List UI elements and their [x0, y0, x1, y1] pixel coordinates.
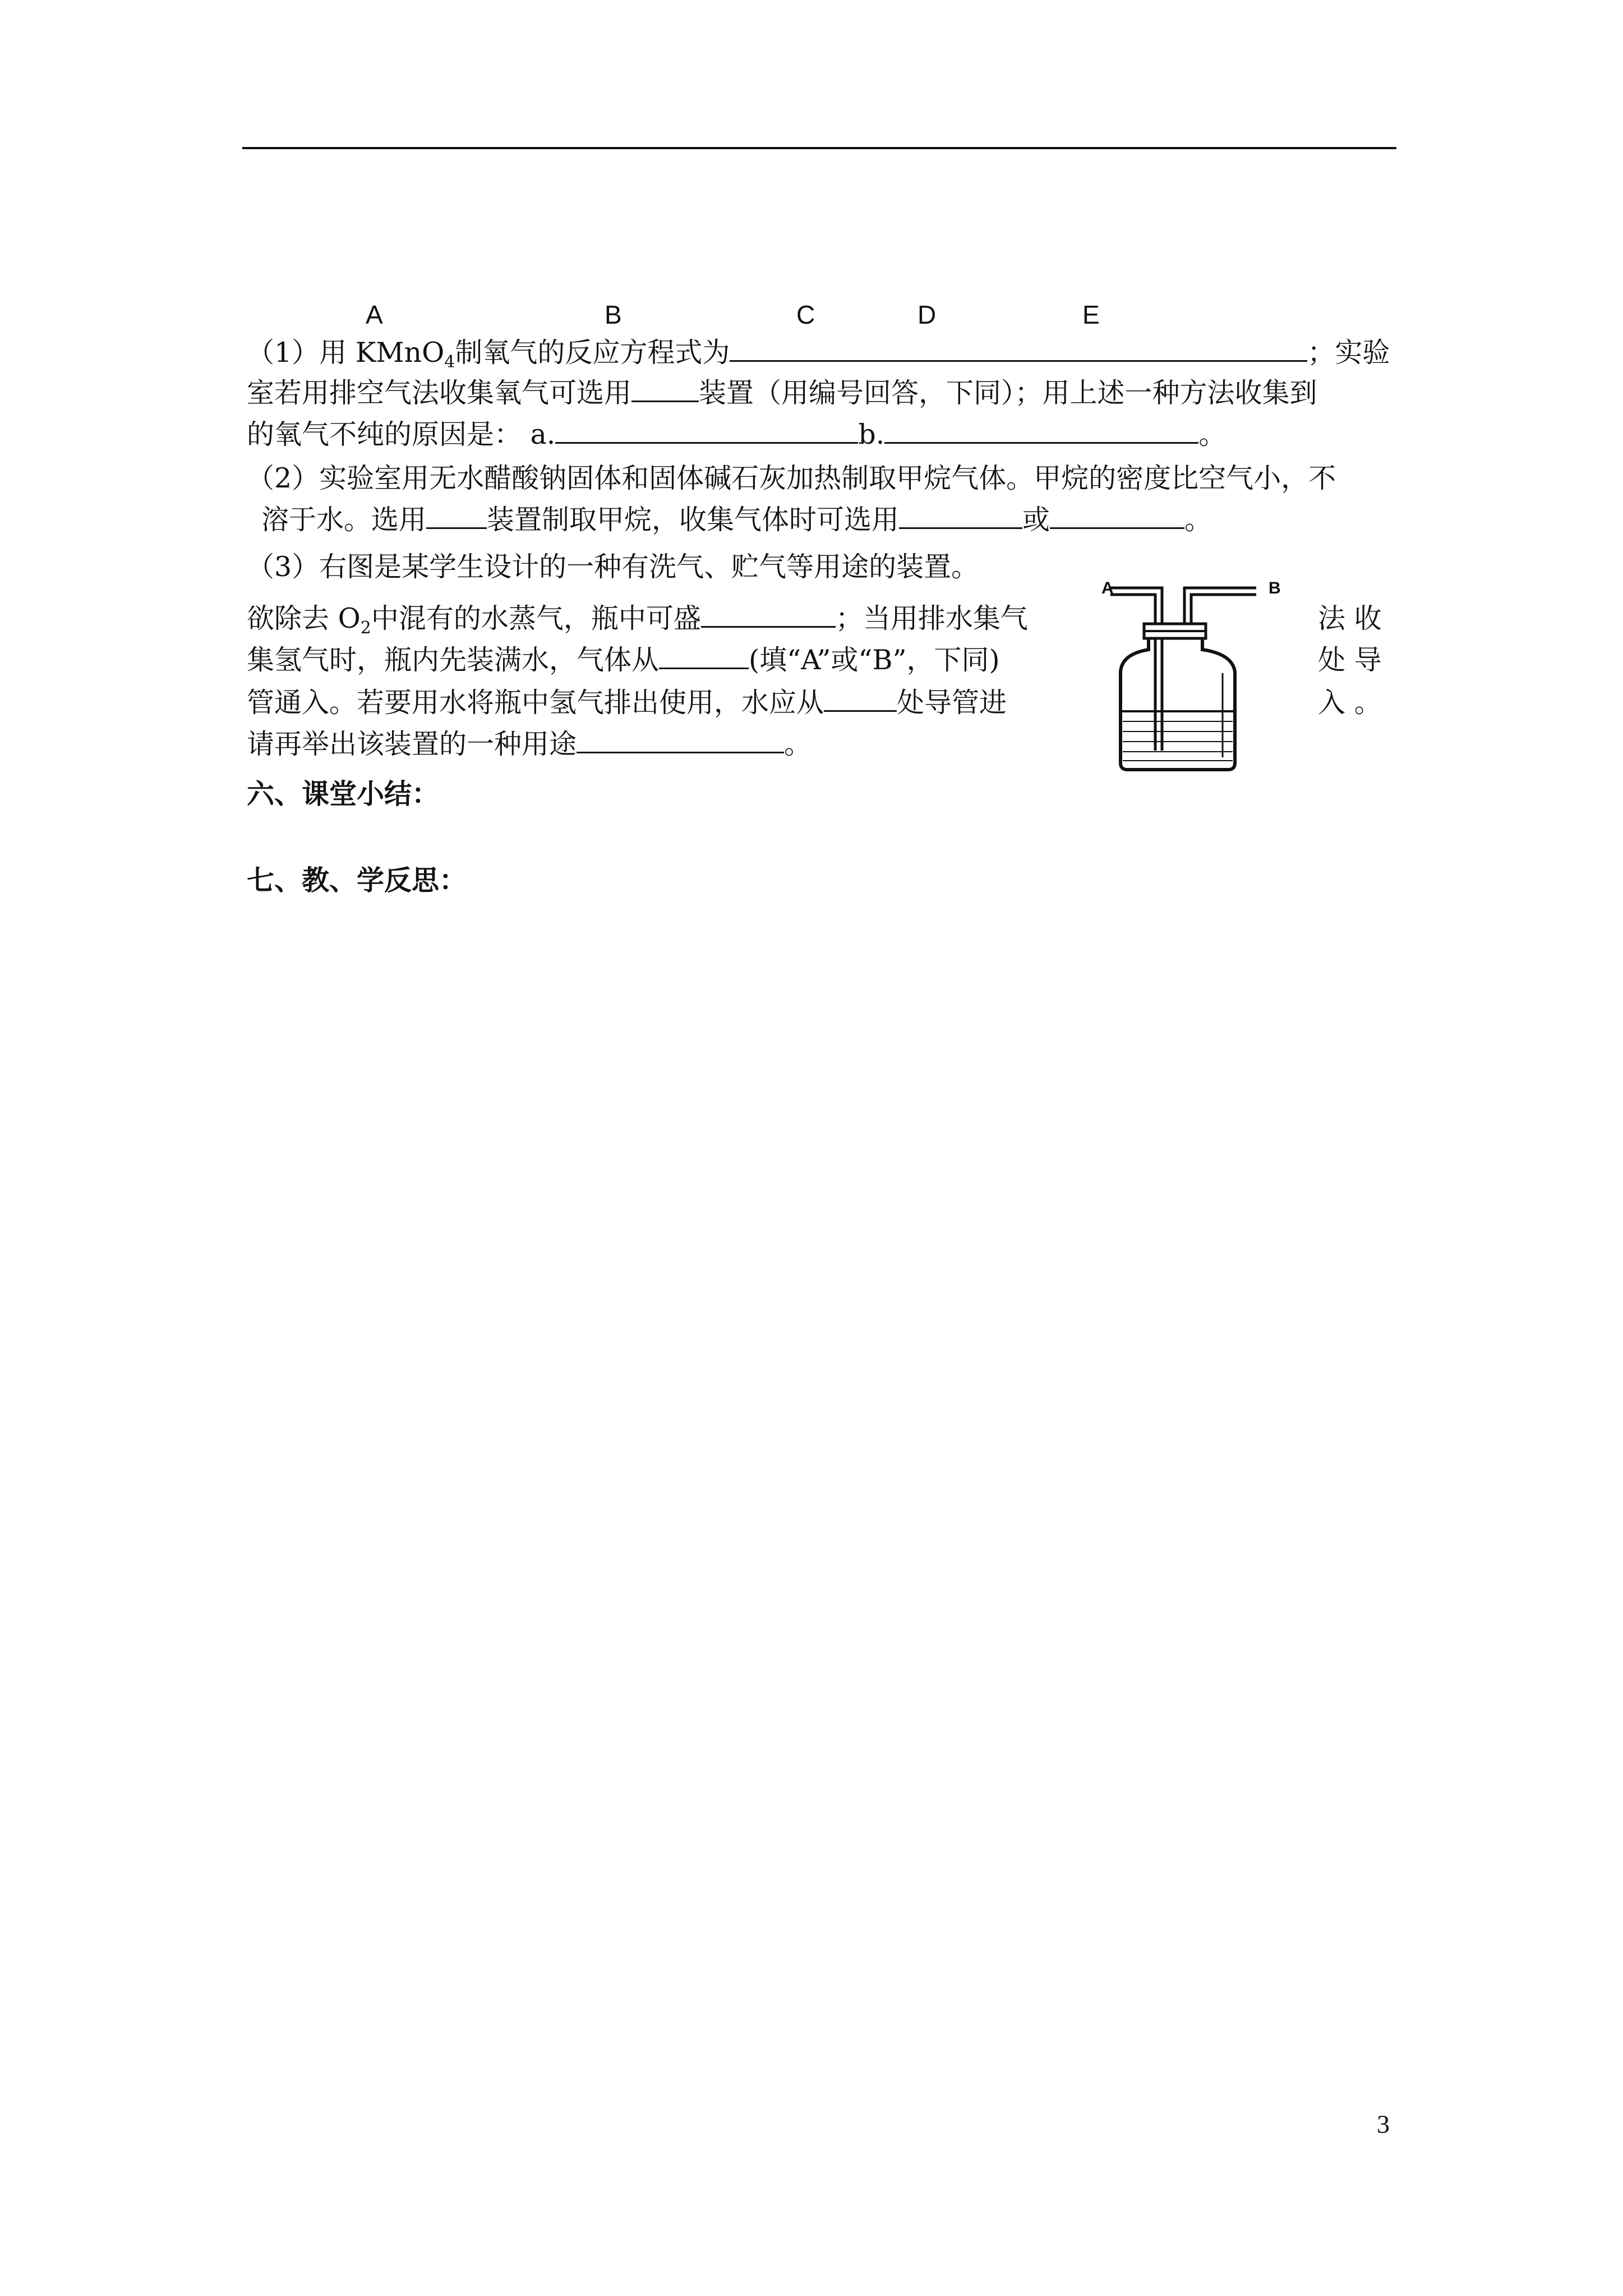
q1-line-3: 的氧气不纯的原因是： a. b. 。 [247, 415, 1226, 454]
apparatus-label-c: C [796, 300, 815, 329]
section-7-heading: 七、教、学反思： [247, 864, 467, 896]
apparatus-label-d: D [917, 300, 937, 329]
q3-line-3-right: 处 导 [1318, 644, 1382, 676]
q3-line-5: 请再举出该装置的一种用途 。 [247, 725, 811, 764]
q3-line-2-right: 法 收 [1318, 602, 1382, 634]
header-rule [242, 147, 1396, 149]
q2-apparatus-blank[interactable] [426, 500, 487, 529]
q3-inlet-blank[interactable] [659, 641, 749, 669]
gas-washing-bottle-drawing [1088, 572, 1279, 774]
q2-line-1: （2）实验室用无水醋酸钠固体和固体碱石灰加热制取甲烷气体。甲烷的密度比空气小，不 [247, 462, 1336, 494]
q1-line-1: （1）用 KMnO$_4$制氧气的反应方程式为 ；实验 [247, 333, 1390, 372]
q3-drying-agent-blank[interactable] [701, 599, 836, 628]
apparatus-label-e: E [1082, 300, 1100, 329]
q1-line-2: 室若用排空气法收集氧气可选用 装置（用编号回答，下同）；用上述一种方法收集到 [247, 374, 1317, 413]
apparatus-label-a: A [366, 300, 383, 329]
bottle-body [1121, 638, 1235, 770]
q1-apparatus-blank[interactable] [631, 374, 699, 402]
q3-use-blank[interactable] [577, 725, 784, 753]
q3-line-4: 管通入。若要用水将瓶中氢气排出使用，水应从 处导管进 [247, 683, 1007, 723]
q2-collect-blank-1[interactable] [899, 500, 1022, 529]
q1-reason-a-blank[interactable] [555, 415, 858, 444]
q3-line-3: 集氢气时，瓶内先装满水，气体从 (填“A”或“B”，下同) [247, 641, 1000, 680]
q3-line-1: （3）右图是某学生设计的一种有洗气、贮气等用途的装置。 [247, 551, 979, 583]
q2-collect-blank-2[interactable] [1050, 500, 1184, 529]
q1-equation-blank[interactable] [730, 333, 1307, 362]
gas-washing-bottle-figure [1088, 572, 1279, 776]
figure-label-b: B [1269, 579, 1281, 597]
page-number: 3 [1377, 2110, 1390, 2138]
q1-reason-b-blank[interactable] [884, 415, 1198, 444]
figure-label-a: A [1101, 579, 1114, 597]
apparatus-label-b: B [605, 300, 622, 329]
q3-water-inlet-blank[interactable] [824, 683, 897, 712]
q2-line-2: 溶于水。选用 装置制取甲烷，收集气体时可选用 或 。 [261, 500, 1212, 540]
q3-line-2: 欲除去 $O_2$中混有的水蒸气，瓶中可盛 ；当用排水集气 [247, 599, 1028, 638]
q3-line-4-right: 入 。 [1318, 687, 1382, 719]
section-6-heading: 六、课堂小结： [247, 777, 440, 810]
